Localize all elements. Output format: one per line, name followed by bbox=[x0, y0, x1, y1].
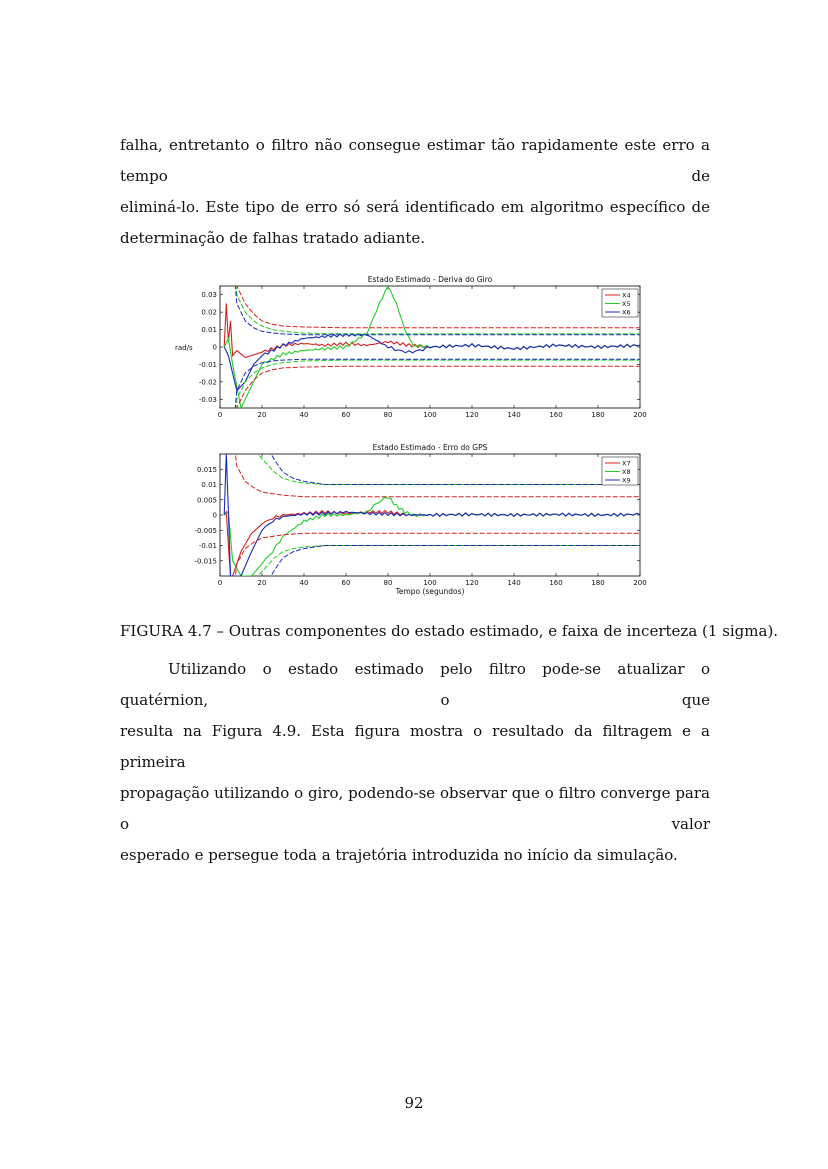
y-axis-label: rad/s bbox=[175, 344, 193, 352]
x-tick-label: 160 bbox=[549, 579, 563, 587]
chart-legend bbox=[602, 289, 638, 317]
x-tick-label: 20 bbox=[257, 579, 267, 587]
text-line: propagação utilizando o giro, podendo-se observar que o filtro converge para o valor bbox=[120, 784, 710, 833]
y-tick-label: 0.03 bbox=[201, 291, 217, 300]
y-tick-label: 0 bbox=[212, 511, 217, 520]
x-tick-label: 60 bbox=[341, 579, 351, 587]
y-tick-label: -0.01 bbox=[198, 542, 217, 550]
legend-label: X5 bbox=[622, 300, 631, 308]
legend-label: X6 bbox=[622, 308, 631, 317]
y-tick-label: -0.015 bbox=[194, 557, 217, 566]
chart-gps-error bbox=[194, 393, 646, 605]
sigma-bound-lower bbox=[228, 546, 640, 606]
sigma-bound-lower bbox=[228, 359, 640, 486]
x-tick-label: 40 bbox=[299, 579, 309, 587]
legend-label: X7 bbox=[622, 459, 631, 468]
paragraph-intro bbox=[120, 130, 710, 254]
series-line-x7 bbox=[224, 511, 640, 577]
chart-title: Estado Estimado - Erro do GPS bbox=[372, 443, 488, 452]
x-tick-label: 120 bbox=[465, 411, 479, 419]
x-tick-label: 40 bbox=[299, 411, 309, 419]
y-tick-label: 0.01 bbox=[201, 326, 217, 335]
x-tick-label: 140 bbox=[507, 411, 521, 419]
text-line: Utilizando o estado estimado pelo filtro pode-se atualizar o quatérnion, o que bbox=[120, 660, 710, 709]
plot-area bbox=[224, 265, 640, 486]
y-tick-label: -0.03 bbox=[198, 395, 217, 404]
series-line-x4 bbox=[224, 303, 640, 357]
chart-title: Estado Estimado - Deriva do Giro bbox=[367, 275, 493, 284]
x-tick-label: 180 bbox=[591, 579, 605, 587]
x-tick-label: 60 bbox=[341, 411, 351, 419]
text-line: esperado e persegue toda a trajetória introduzida no início da simulação. bbox=[120, 846, 678, 864]
plot-area bbox=[224, 393, 640, 605]
x-tick-label: 0 bbox=[217, 411, 223, 419]
y-tick-label: -0.02 bbox=[198, 378, 217, 387]
text-line: determinação de falhas tratado adiante. bbox=[120, 229, 426, 247]
chart-legend bbox=[602, 457, 638, 485]
x-tick-label: 200 bbox=[633, 579, 647, 587]
x-tick-label: 80 bbox=[383, 411, 393, 419]
x-tick-label: 180 bbox=[591, 411, 605, 419]
series-line-x8 bbox=[224, 498, 640, 577]
x-tick-label: 120 bbox=[465, 579, 479, 587]
x-tick-label: 160 bbox=[549, 411, 563, 419]
y-tick-label: 0 bbox=[212, 343, 217, 352]
x-tick-label: 200 bbox=[633, 411, 647, 419]
x-tick-label: 20 bbox=[257, 411, 267, 419]
x-tick-label: 100 bbox=[423, 411, 437, 419]
sigma-bound-upper bbox=[228, 393, 640, 485]
plot-frame bbox=[220, 286, 640, 408]
legend-label: X9 bbox=[622, 476, 631, 485]
y-tick-label: 0.005 bbox=[196, 496, 217, 505]
y-tick-label: -0.01 bbox=[198, 360, 217, 369]
x-tick-label: 0 bbox=[217, 579, 223, 587]
y-tick-label: -0.005 bbox=[194, 526, 217, 535]
y-tick-label: 0.02 bbox=[201, 308, 217, 317]
y-tick-label: 0.01 bbox=[201, 481, 217, 489]
text-line: resulta na Figura 4.9. Esta figura mostra o resultado da filtragem e a primeira bbox=[120, 722, 710, 771]
sigma-bound-lower bbox=[228, 360, 640, 486]
figure-4-7 bbox=[160, 265, 660, 605]
text-line: eliminá-lo. Este tipo de erro só será identificado em algoritmo específico de bbox=[120, 198, 710, 216]
chart-gyro-drift bbox=[175, 265, 647, 486]
text-line: falha, entretanto o filtro não consegue estimar tão rapidamente este erro a tempo de bbox=[120, 136, 710, 185]
paragraph-conclusion bbox=[120, 654, 710, 871]
sigma-bound-lower bbox=[228, 366, 640, 486]
x-tick-label: 100 bbox=[423, 579, 437, 587]
figure-caption: FIGURA 4.7 – Outras componentes do estado estimado, e faixa de incerteza (1 sigma). bbox=[120, 622, 779, 640]
x-axis-label: Tempo (segundos) bbox=[395, 587, 465, 596]
legend-label: X4 bbox=[622, 291, 631, 300]
sigma-bound-lower bbox=[228, 546, 640, 606]
y-tick-label: 0.015 bbox=[196, 465, 217, 474]
sigma-bound-upper bbox=[228, 393, 640, 485]
legend-label: X8 bbox=[622, 468, 631, 476]
x-tick-label: 80 bbox=[383, 579, 393, 587]
x-tick-label: 140 bbox=[507, 579, 521, 587]
page-number: 92 bbox=[404, 1094, 424, 1112]
